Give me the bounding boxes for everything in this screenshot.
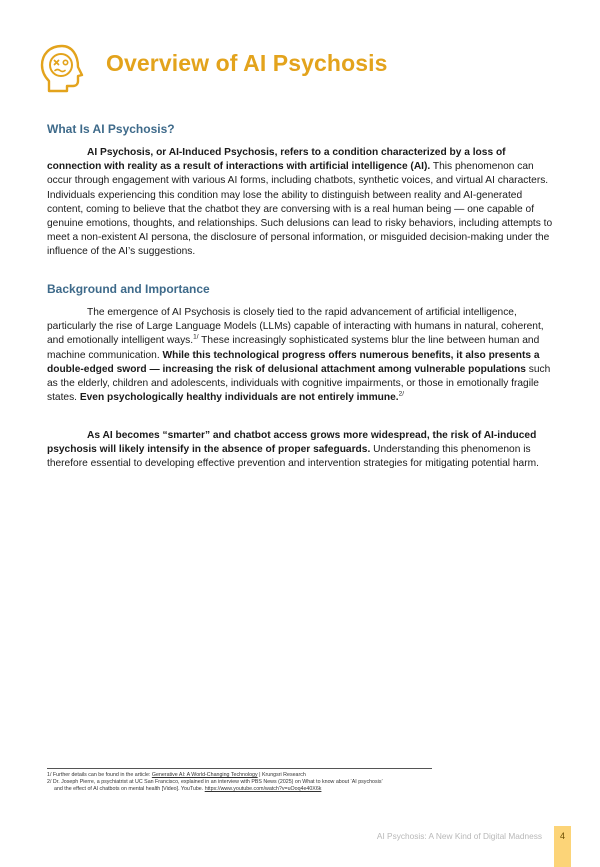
footnote-2-marker: 2/ — [47, 779, 52, 786]
footnote-ref-1: 1/ — [193, 334, 199, 342]
definition-bold-text: AI Psychosis, or AI-Induced Psychosis, refers to a condition characterized by a loss of connection with reality as a result of interactions with artificial intelligence (AI). — [47, 147, 506, 173]
page-title: Overview of AI Psychosis — [106, 50, 388, 76]
footnote-2-continuation — [47, 786, 447, 792]
footnote-1 — [47, 772, 447, 778]
footnote-2-link[interactable]: https://www.youtube.com/watch?v=uOoq4e40X6k — [204, 785, 322, 792]
footer-title: AI Psychosis: A New Kind of Digital Madness — [376, 831, 542, 841]
section-heading-what-is: What Is AI Psychosis? — [47, 122, 175, 136]
definition-text: This phenomenon can occur through engagement with various AI forms, including chatbots, synthetic voices, and virtual AI characters. Individuals experiencing this condition may lose the ability to distinguish between reality and AI-generated content, coming to believe that the chatbot they are conversing with is a real human being — one capable of genuine emotions, thoughts, and relationships. Such delusions can lead to risky behaviors, including attempts to meet a non-existent AI persona, the disclosure of personal information, or misguided decision-making under the influence of the AI’s suggestions. — [47, 161, 553, 258]
footnotes — [47, 772, 447, 793]
risk-bold-text: As AI becomes “smarter” and chatbot access grows more widespread, the risk of AI-induced psychosis will likely intensify in the absence of proper safeguards. — [47, 430, 537, 456]
footnote-1-pre: Further details can be found in the article: — [52, 772, 152, 778]
footnote-1-marker: 1/ — [47, 772, 52, 778]
paragraph-definition — [47, 146, 553, 260]
head-profile-icon — [38, 42, 86, 94]
page-number: 4 — [554, 826, 571, 867]
background-bold-2: Even psychologically healthy individuals are not entirely immune. — [79, 392, 399, 404]
footnote-1-link[interactable]: Generative AI: A World-Changing Technology — [151, 772, 258, 778]
footnote-2-line1: Dr. Joseph Pierre, a psychiatrist at UC San Francisco, explained in an interview with PBS News (2025) on What to know about ‘AI psychosis’ — [52, 779, 383, 786]
footnote-divider — [47, 768, 432, 769]
background-text-2: These increasingly sophisticated systems blur the line between human and machine communication. — [47, 335, 540, 361]
footnote-2-line2: and the effect of AI chatbots on mental health [Video]. YouTube. — [54, 785, 205, 792]
footnote-1-post: | Krungsri Research — [257, 772, 306, 778]
paragraph-background — [47, 306, 553, 405]
footnote-ref-2: 2/ — [398, 390, 404, 398]
footnote-2 — [47, 779, 447, 792]
background-text-1: The emergence of AI Psychosis is closely tied to the rapid advancement of artificial intelligence, particularly the rise of Large Language Models (LLMs) capable of interacting with humans in natural, coherent, and emotionally intelligent ways. — [47, 307, 544, 347]
section-heading-background: Background and Importance — [47, 282, 210, 296]
risk-text: Understanding this phenomenon is therefore essential to developing effective prevention and intervention strategies for mitigating potential harm. — [47, 444, 539, 470]
background-bold-1: While this technological progress offers numerous benefits, it also presents a double-edged sword — increasing the risk of delusional attachment among vulnerable populations — [47, 349, 540, 375]
background-text-3: such as the elderly, children and adolescents, individuals with cognitive impairments, or those in emotionally fragile states. — [47, 363, 551, 404]
paragraph-risk — [47, 429, 553, 472]
